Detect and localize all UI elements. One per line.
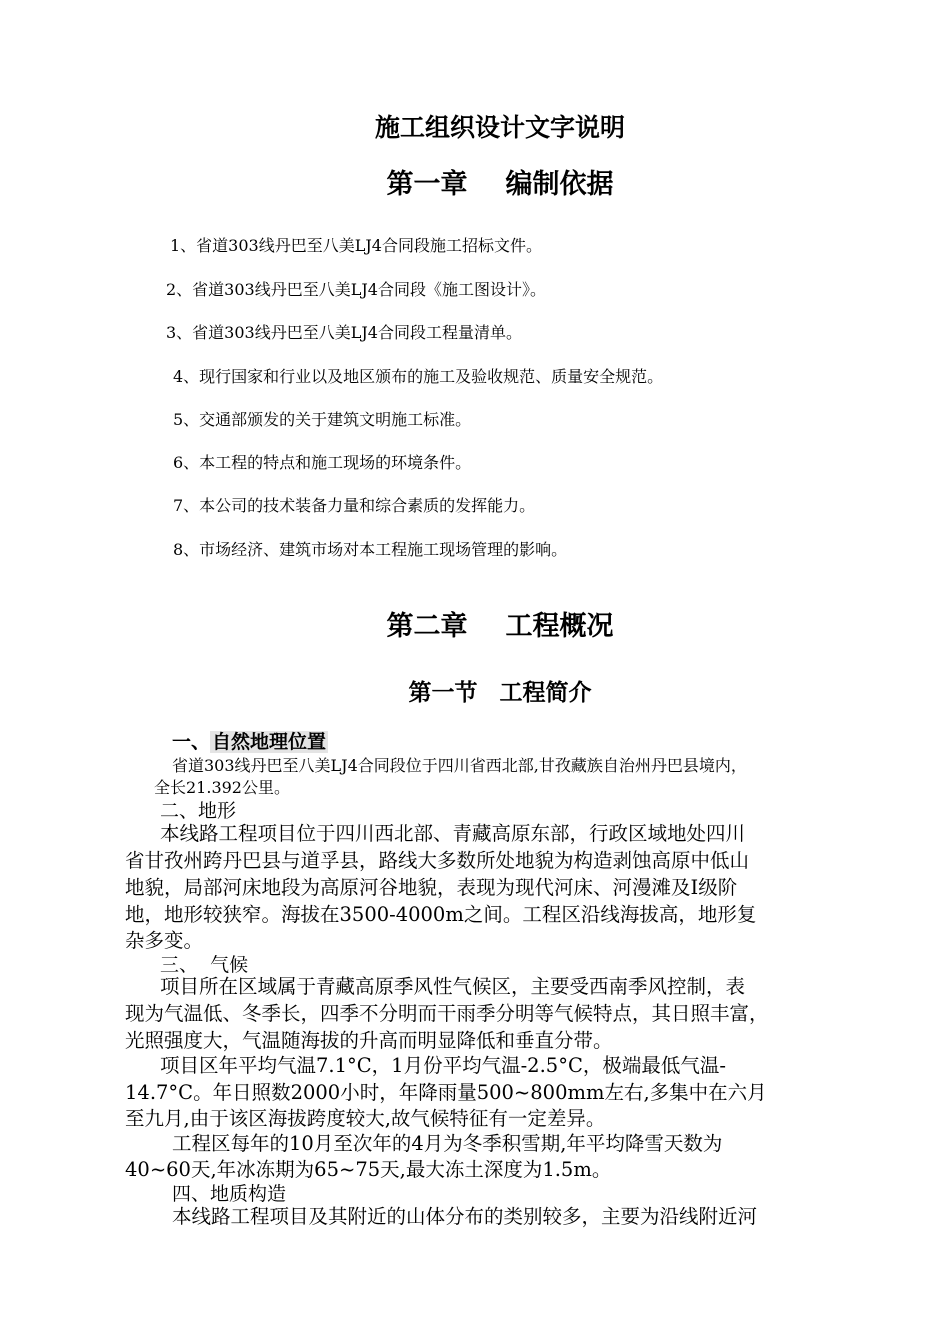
section-1-prefix: 第一节: [408, 680, 478, 706]
terrain-line-4: 地，地形较狭窄。海拔在3500-4000m之间。工程区沿线海拔高，地形复: [125, 903, 757, 926]
climate-line-5: 14.7°C。年日照数2000小时，年降雨量500~800mm左右,多集中在六月: [125, 1081, 767, 1104]
chapter-1-heading: [0, 162, 950, 201]
basis-item-5: 5、交通部颁发的关于建筑文明施工标准。: [173, 410, 472, 429]
basis-item-7: 7、本公司的技术装备力量和综合素质的发挥能力。: [173, 496, 536, 515]
chapter-2-title: 工程概况: [505, 611, 614, 642]
basis-item-4: 4、现行国家和行业以及地区颁布的施工及验收规范、质量安全规范。: [173, 367, 664, 386]
chapter-2-heading: [0, 604, 950, 643]
climate-line-8: 40~60天,年冰冻期为65~75天,最大冻土深度为1.5m。: [125, 1158, 612, 1181]
terrain-line-1: 本线路工程项目位于四川西北部、青藏高原东部，行政区域地处四川: [160, 822, 746, 845]
climate-line-3: 光照强度大，气温随海拔的升高而明显降低和垂直分带。: [125, 1029, 613, 1052]
terrain-line-3: 地貌，局部河床地段为高原河谷地貌，表现为现代河床、河漫滩及Ⅰ级阶: [125, 876, 738, 899]
geo-text-line-2: 全长21.392公里。: [154, 778, 290, 797]
basis-item-1: 1、省道303线丹巴至八美LJ4合同段施工招标文件。: [170, 236, 542, 255]
terrain-line-2: 省甘孜州跨丹巴县与道孚县，路线大多数所处地貌为构造剥蚀高原中低山: [125, 849, 750, 872]
climate-line-1: 项目所在区域属于青藏高原季风性气候区，主要受西南季风控制，表: [160, 975, 746, 998]
geo-text-line-1: 省道303线丹巴至八美LJ4合同段位于四川省西北部,甘孜藏族自治州丹巴县境内，: [172, 756, 747, 775]
basis-item-8: 8、市场经济、建筑市场对本工程施工现场管理的影响。: [173, 540, 568, 559]
geo-heading-text: 自然地理位置: [212, 731, 327, 753]
section-1-heading: [0, 674, 950, 707]
basis-item-6: 6、本工程的特点和施工现场的环境条件。: [173, 453, 472, 472]
chapter-1-title: 编制依据: [505, 169, 614, 200]
climate-heading: 三、 气候: [160, 954, 249, 976]
geo-heading-num: 一、: [172, 731, 211, 753]
basis-item-3: 3、省道303线丹巴至八美LJ4合同段工程量清单。: [166, 323, 522, 342]
geology-line-1: 本线路工程项目及其附近的山体分布的类别较多，主要为沿线附近河: [172, 1205, 758, 1228]
chapter-2-prefix: 第二章: [386, 611, 468, 642]
document-title: 施工组织设计文字说明: [374, 113, 625, 142]
terrain-heading: 二、地形: [160, 800, 237, 822]
basis-item-2: 2、省道303线丹巴至八美LJ4合同段《施工图设计》。: [166, 280, 546, 299]
climate-line-7: 工程区每年的10月至次年的4月为冬季积雪期,年平均降雪天数为: [172, 1132, 723, 1155]
section-1-title: 工程简介: [499, 680, 592, 706]
climate-line-2: 现为气温低、冬季长，四季不分明而干雨季分明等气候特点，其日照丰富，: [125, 1002, 769, 1025]
chapter-1-prefix: 第一章: [386, 169, 468, 200]
geology-heading: 四、地质构造: [172, 1183, 287, 1205]
geo-heading: [172, 727, 328, 754]
climate-line-6: 至九月,由于该区海拔跨度较大,故气候特征有一定差异。: [125, 1107, 606, 1130]
climate-line-4: 项目区年平均气温7.1°C，1月份平均气温-2.5°C，极端最低气温-: [160, 1054, 726, 1077]
terrain-line-5: 杂多变。: [125, 929, 204, 952]
